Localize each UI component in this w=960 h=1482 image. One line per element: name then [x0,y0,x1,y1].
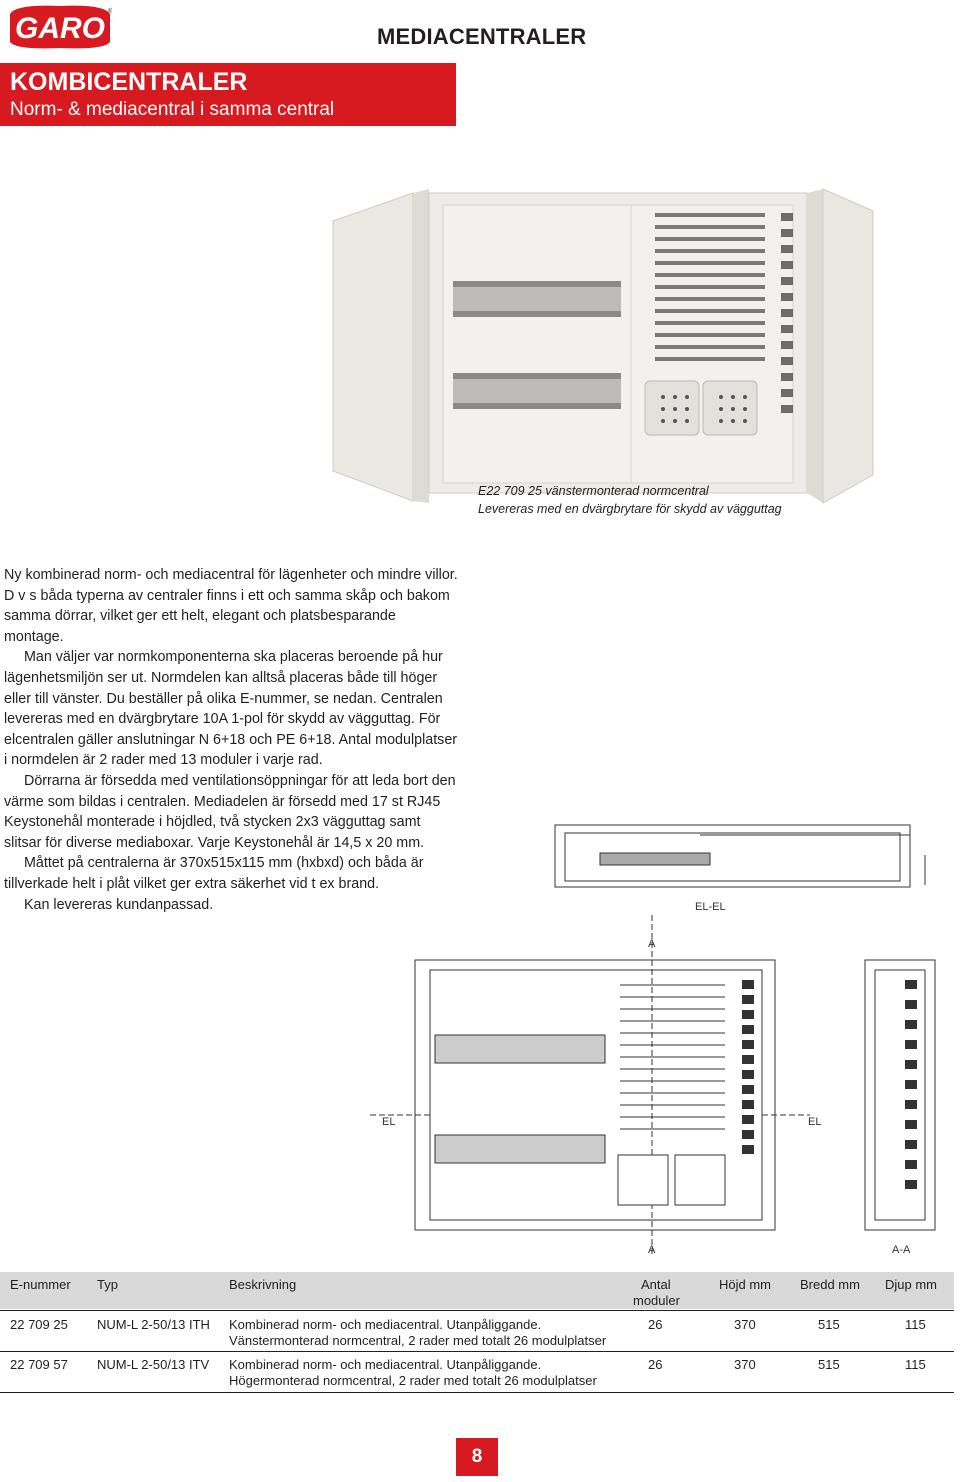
cell-desc-line1: Kombinerad norm- och mediacentral. Utanpåliggande. [229,1317,542,1332]
table-divider [0,1392,954,1393]
cell-desc-line1: Kombinerad norm- och mediacentral. Utanpåliggande. [229,1357,542,1372]
cell-desc-line2: Högermonterad normcentral, 2 rader med totalt 26 modulplatser [229,1373,597,1388]
banner-title: KOMBICENTRALER [10,68,248,96]
label-el-left: EL [382,1116,396,1128]
col-header-hojd: Höjd mm [719,1277,772,1292]
photo-caption [478,482,782,518]
col-header-enummer: E-nummer [10,1277,71,1292]
paragraph-2: Man väljer var normkomponenterna ska placeras beroende på hur lägenhetsmiljön ser ut. Normdelen kan alltså placeras både till höger eller till vänster. Du beställer på olika E-nummer, se nedan. Centralen levereras med en dvärgbrytare 10A 1-pol för skydd av vägguttag. För elcentralen gäller anslutningar N 6+18 och PE 6+18. Antal modulplatser i normdelen är 2 rader med 13 moduler i varje rad. [4,649,458,769]
svg-text:®: ® [108,9,112,15]
paragraph-1: Ny kombinerad norm- och mediacentral för lägenheter och mindre villor. D v s båda typerna av centraler finns i ett och samma skåp och bakom samma dörrar, vilket ger ett helt, elegant och platsbesparande montage. [4,567,458,645]
table-divider [0,1310,954,1311]
label-el-el: EL-EL [695,901,726,913]
banner-subtitle: Norm- & mediacentral i samma central [10,99,335,120]
label-a-bottom: A [648,1244,656,1256]
cell-enummer: 22 709 25 [10,1317,68,1332]
cell-hojd: 370 [734,1357,756,1372]
col-header-djup: Djup mm [885,1277,938,1292]
label-a-top: A [648,938,656,950]
caption-line-2: Levereras med en dvärgbrytare för skydd av vägguttag [478,502,782,516]
col-header-moduler: moduler [633,1293,680,1308]
section-banner [0,63,456,126]
cell-typ: NUM-L 2-50/13 ITV [97,1357,210,1372]
label-el-right: EL [808,1116,822,1128]
paragraph-4: Måttet på centralerna är 370x515x115 mm (hxbxd) och båda är tillverkade helt i plåt vilket ger extra säkerhet vid t ex brand. [4,855,424,892]
col-header-antal: Antal [641,1277,671,1292]
cell-hojd: 370 [734,1317,756,1332]
col-header-typ: Typ [97,1277,118,1292]
garo-logo [8,4,112,50]
cell-djup: 115 [905,1357,926,1372]
col-header-bredd: Bredd mm [800,1277,860,1292]
cell-desc-line2: Vänstermonterad normcentral, 2 rader med totalt 26 modulplatser [229,1333,607,1348]
caption-line-1: E22 709 25 vänstermonterad normcentral [478,484,709,498]
cell-antal: 26 [648,1317,663,1332]
cell-typ: NUM-L 2-50/13 ITH [97,1317,210,1332]
page-number: 8 [456,1438,498,1476]
paragraph-3: Dörrarna är försedda med ventilationsöppningar för att leda bort den värme som bildas i centralen. Mediadelen är försedd med 17 st RJ45 Keystonehål monterade i höjdled, två stycken 2x3 vägguttag samt slitsar för diverse mediaboxar. Varje Keystonehål är 14,5 x 20 mm. [4,772,456,851]
cell-djup: 115 [905,1317,926,1332]
cell-enummer: 22 709 57 [10,1357,68,1372]
page-header-title: MEDIACENTRALER [377,24,587,49]
paragraph-5: Kan levereras kundanpassad. [24,896,214,913]
col-header-beskrivning: Beskrivning [229,1277,297,1292]
table-divider [0,1351,954,1352]
label-a-a: A-A [892,1244,911,1256]
cell-antal: 26 [648,1357,663,1372]
cell-bredd: 515 [818,1357,840,1372]
logo-text: GARO [15,12,105,45]
technical-drawing [370,815,950,1260]
cell-bredd: 515 [818,1317,840,1332]
